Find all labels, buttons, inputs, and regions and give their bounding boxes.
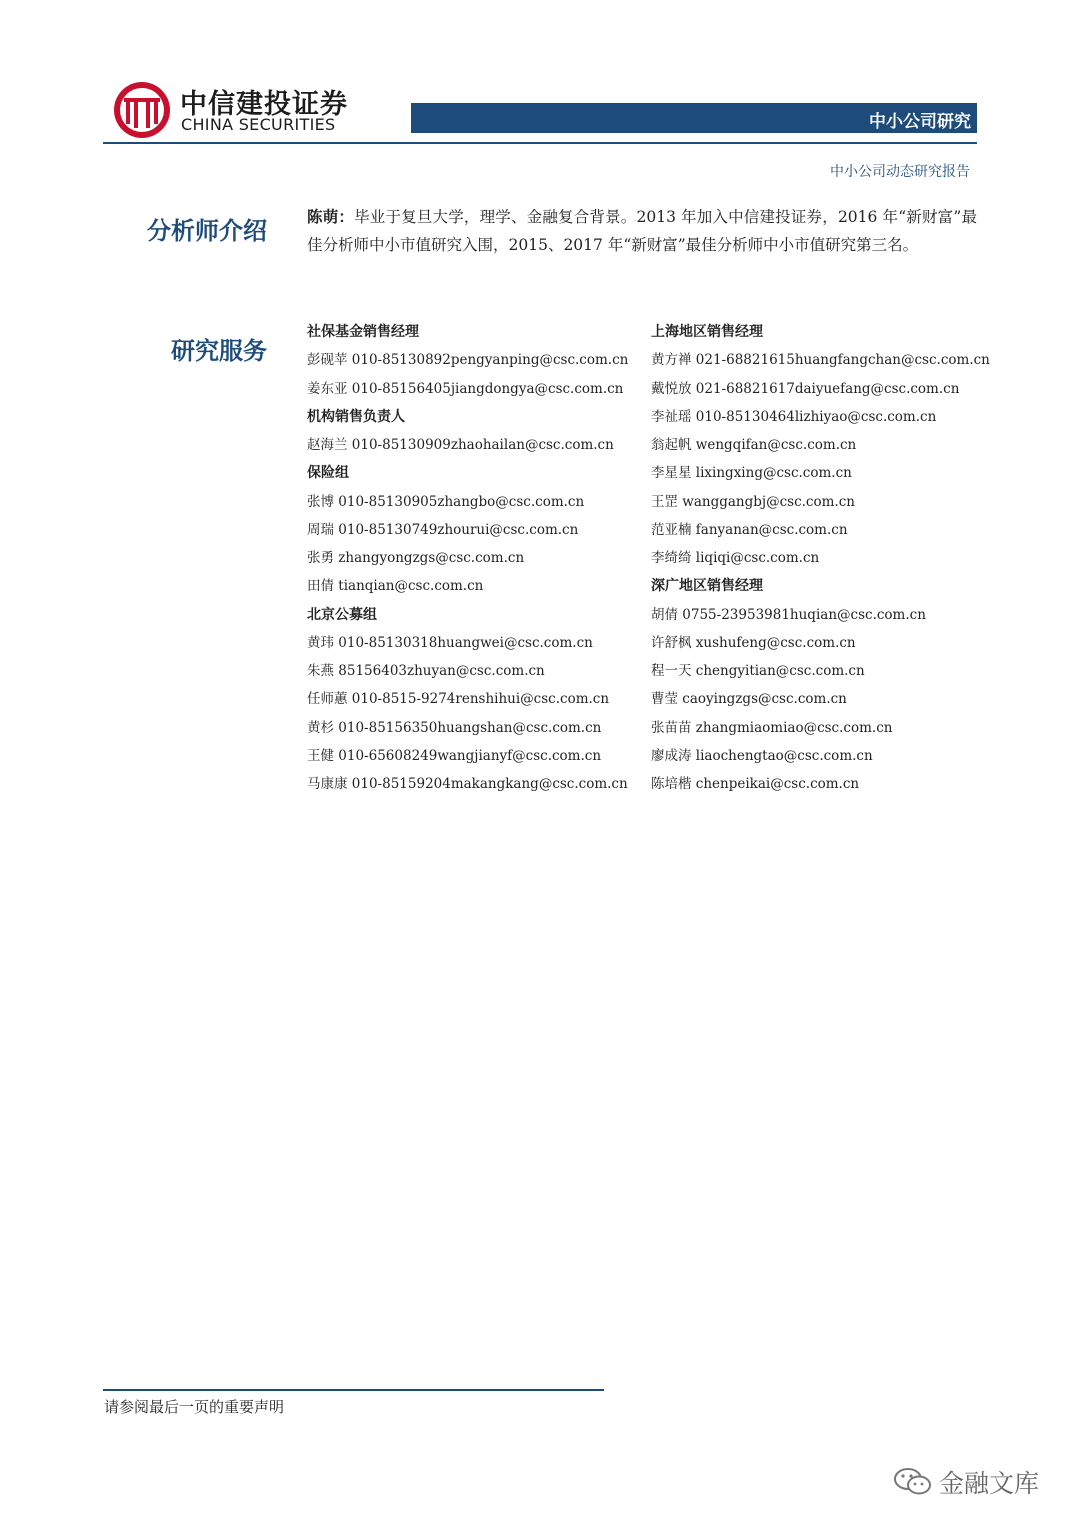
contact-row: 张勇 zhangyongzgs@csc.com.cn bbox=[307, 550, 525, 566]
contact-row: 李祉瑶 010-85130464lizhiyao@csc.com.cn bbox=[651, 408, 937, 425]
csc-logo-icon bbox=[112, 80, 172, 140]
contact-column-left bbox=[307, 318, 637, 798]
contact-row: 廖成涛 liaochengtao@csc.com.cn bbox=[651, 747, 873, 764]
group-heading: 上海地区销售经理 bbox=[651, 324, 763, 340]
contact-row: 许舒枫 xushufeng@csc.com.cn bbox=[651, 634, 856, 651]
service-section-title: 研究服务 bbox=[171, 337, 267, 365]
contact-row: 任师蕙 010-8515-9274renshihui@csc.com.cn bbox=[307, 691, 610, 708]
watermark-text: 金融文库 bbox=[939, 1469, 1040, 1498]
group-heading: 深广地区销售经理 bbox=[651, 578, 763, 595]
contact-row: 张苗苗 zhangmiaomiao@csc.com.cn bbox=[651, 719, 893, 736]
contact-row: 王健 010-65608249wangjianyf@csc.com.cn bbox=[307, 747, 602, 764]
contact-row: 胡倩 0755-23953981huqian@csc.com.cn bbox=[651, 606, 926, 623]
contact-row: 王罡 wanggangbj@csc.com.cn bbox=[651, 493, 855, 510]
group-heading: 机构销售负责人 bbox=[307, 408, 405, 425]
contact-row: 周瑞 010-85130749zhourui@csc.com.cn bbox=[307, 521, 579, 538]
watermark bbox=[893, 1464, 1053, 1500]
contact-row: 姜东亚 010-85156405jiangdongya@csc.com.cn bbox=[307, 380, 624, 397]
contact-column-right bbox=[651, 318, 990, 798]
group-heading: 保险组 bbox=[307, 465, 349, 482]
header-divider bbox=[103, 142, 977, 144]
brand-name-english: CHINA SECURITIES bbox=[181, 115, 336, 134]
group-heading: 社保基金销售经理 bbox=[307, 324, 419, 340]
contact-row: 黄玮 010-85130318huangwei@csc.com.cn bbox=[307, 634, 593, 651]
analyst-section-title: 分析师介绍 bbox=[147, 217, 267, 245]
contact-row: 彭砚苹 010-85130892pengyanping@csc.com.cn bbox=[307, 352, 629, 369]
header-bar-label: 中小公司研究 bbox=[869, 112, 971, 132]
contact-row: 戴悦放 021-68821617daiyuefang@csc.com.cn bbox=[651, 380, 960, 397]
contact-row: 李星星 lixingxing@csc.com.cn bbox=[651, 465, 852, 482]
contact-row: 赵海兰 010-85130909zhaohailan@csc.com.cn bbox=[307, 437, 614, 453]
contact-row: 朱燕 85156403zhuyan@csc.com.cn bbox=[307, 663, 545, 679]
contact-row: 范亚楠 fanyanan@csc.com.cn bbox=[651, 521, 848, 538]
report-type-label: 中小公司动态研究报告 bbox=[830, 164, 970, 180]
contact-row: 陈培楷 chenpeikai@csc.com.cn bbox=[651, 776, 860, 792]
contact-row: 张博 010-85130905zhangbo@csc.com.cn bbox=[307, 493, 585, 510]
contact-row: 曹莹 caoyingzgs@csc.com.cn bbox=[651, 691, 847, 708]
footer-divider bbox=[103, 1389, 604, 1391]
contact-row: 程一天 chengyitian@csc.com.cn bbox=[651, 663, 865, 679]
contact-row: 黄方禅 021-68821615huangfangchan@csc.com.cn bbox=[651, 352, 990, 369]
contact-row: 马康康 010-85159204makangkang@csc.com.cn bbox=[307, 776, 628, 792]
analyst-bio-text: 毕业于复旦大学，理学、金融复合背景。2013 年加入中信建投证券，2016 年“新财富”最佳分析师中小市值研究入围，2015、2017 年“新财富”最佳分析师中小市值研究第三名。 bbox=[307, 208, 977, 254]
contact-row: 黄杉 010-85156350huangshan@csc.com.cn bbox=[307, 719, 602, 736]
group-heading: 北京公募组 bbox=[307, 606, 377, 623]
footer-disclaimer-note: 请参阅最后一页的重要声明 bbox=[104, 1398, 285, 1416]
analyst-bio bbox=[307, 203, 977, 259]
brand-name-chinese: 中信建投证券 bbox=[180, 89, 348, 120]
contact-row: 翁起帆 wengqifan@csc.com.cn bbox=[651, 437, 857, 453]
contact-row: 田倩 tianqian@csc.com.cn bbox=[307, 578, 484, 595]
header-bar bbox=[411, 103, 977, 133]
analyst-name: 陈萌： bbox=[307, 208, 355, 226]
contact-row: 李绮绮 liqiqi@csc.com.cn bbox=[651, 550, 820, 566]
wechat-icon bbox=[893, 1466, 933, 1498]
